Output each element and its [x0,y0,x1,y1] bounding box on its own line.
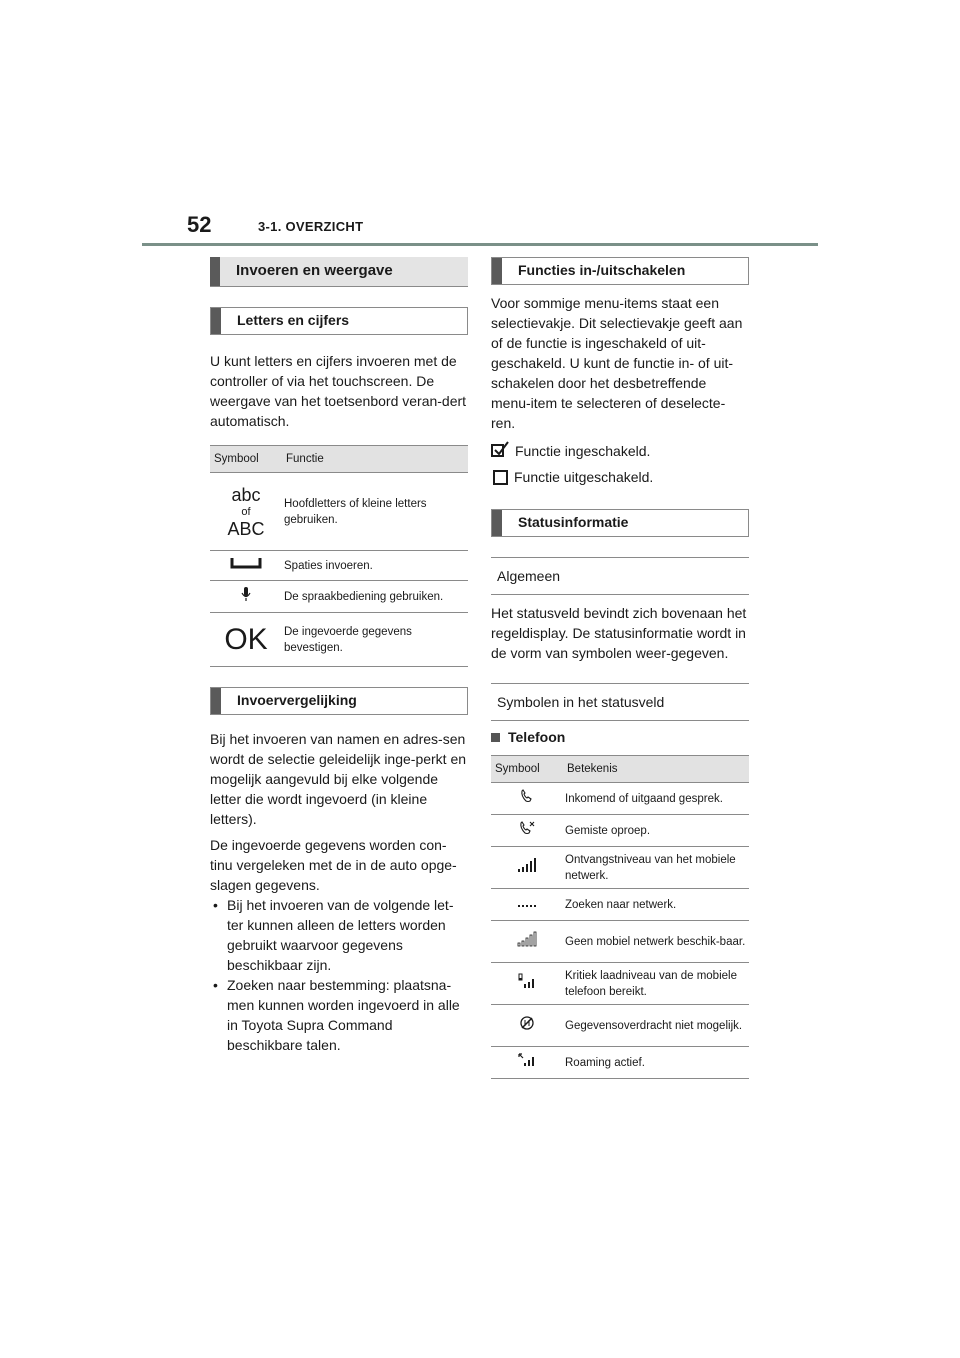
list-item: • Zoeken naar bestemming: plaatsna-men kunnen worden ingevoerd in alle in Toyota Supra Command beschikbare talen. [210,975,468,1055]
table-row [491,815,749,847]
row-text: Gegevensoverdracht niet mogelijk. [563,1005,749,1047]
list-item: • Bij het invoeren van de volgende let-ter kunnen alleen de letters worden gebruikt waarvoor gegevens beschikbaar zijn. [210,895,468,975]
space-bar-icon [210,551,282,581]
signal-strength-icon [491,847,563,889]
low-battery-signal-icon [491,963,563,1005]
heading-symbols: Symbolen in het statusveld [491,683,749,721]
row-text: Gemiste oproep. [563,815,749,847]
input-symbols-table [210,445,468,667]
table-row [491,963,749,1005]
row-text: Geen mobiel netwerk beschik-baar. [563,921,749,963]
row-text: Spaties invoeren. [282,551,468,581]
row-text: Hoofdletters of kleine letters gebruiken. [282,473,468,551]
table-row [210,581,468,613]
table-row [210,551,468,581]
status-text: Het statusveld bevindt zich bovenaan het regeldisplay. De statusinformatie wordt in de vorm van symbolen weer-gegeven. [491,605,747,661]
compare-p2: De ingevoerde gegevens worden con-tinu vergeleken met de in de auto opge-slagen gegevens. [210,837,457,893]
table-row [210,613,468,667]
row-text: De spraakbediening gebruiken. [282,581,468,613]
table-row [210,473,468,551]
section-heading-input: Invoeren en weergave [210,257,468,287]
table-row [491,921,749,963]
section-heading-functions: Functies in-/uitschakelen [491,257,749,285]
right-column [491,257,749,1079]
page-number: 52 [187,212,212,237]
table-row [491,1005,749,1047]
col-symbol: Symbool [491,756,563,783]
row-text: De ingevoerde gegevens bevestigen. [282,613,468,667]
no-data-icon [491,1005,563,1047]
microphone-icon [210,581,282,613]
letters-intro: U kunt letters en cijfers invoeren met de controller of via het touchscreen. De weergave van het toetsenbord veran-dert automatisch. [210,353,467,429]
col-function: Functie [282,446,468,473]
row-text: Inkomend of uitgaand gesprek. [563,783,749,815]
header-rule [142,243,818,246]
roaming-icon [491,1047,563,1079]
ok-icon: OK [210,613,282,667]
phone-call-icon [491,783,563,815]
no-network-icon [491,921,563,963]
telefoon-heading: Telefoon [491,729,749,745]
subheading-letters: Letters en cijfers [210,307,468,335]
case-toggle-icon: abc of ABC [210,473,282,551]
table-row [491,847,749,889]
table-row [491,1047,749,1079]
row-text: Ontvangstniveau van het mobiele netwerk. [563,847,749,889]
disabled-line: Functie uitgeschakeld. [491,469,749,485]
col-symbol: Symbool [210,446,282,473]
checkbox-empty-icon [493,470,508,485]
left-column [210,257,468,1055]
row-text: Zoeken naar netwerk. [563,889,749,921]
enabled-line: Functie ingeschakeld. [491,441,749,460]
table-row [491,889,749,921]
chapter-title: 3-1. OVERZICHT [258,219,364,234]
subheading-status: Statusinformatie [491,509,749,537]
checkbox-checked-icon [491,441,509,460]
compare-bullets [210,895,468,1055]
heading-general: Algemeen [491,557,749,595]
compare-p1: Bij het invoeren van namen en adres-sen wordt de selectie geleidelijk inge-perkt en mogelijk aangevuld bij elke volgende letter die wordt ingevoerd (in kleine letters). [210,731,467,827]
row-text: Kritiek laadniveau van de mobiele telefoon bereikt. [563,963,749,1005]
missed-call-icon [491,815,563,847]
col-meaning: Betekenis [563,756,749,783]
row-text: Roaming actief. [563,1047,749,1079]
functions-intro: Voor sommige menu-items staat een selectievakje. Dit selectievakje geeft aan of de functie is ingeschakeld of uit-geschakeld. U kunt de functie in- of uit-schakelen door het desbetreffende menu-item te selecteren of deselecte-ren. [491,295,743,431]
table-row [491,783,749,815]
subheading-compare: Invoervergelijking [210,687,468,715]
status-symbols-table [491,755,749,1079]
network-search-icon [491,889,563,921]
